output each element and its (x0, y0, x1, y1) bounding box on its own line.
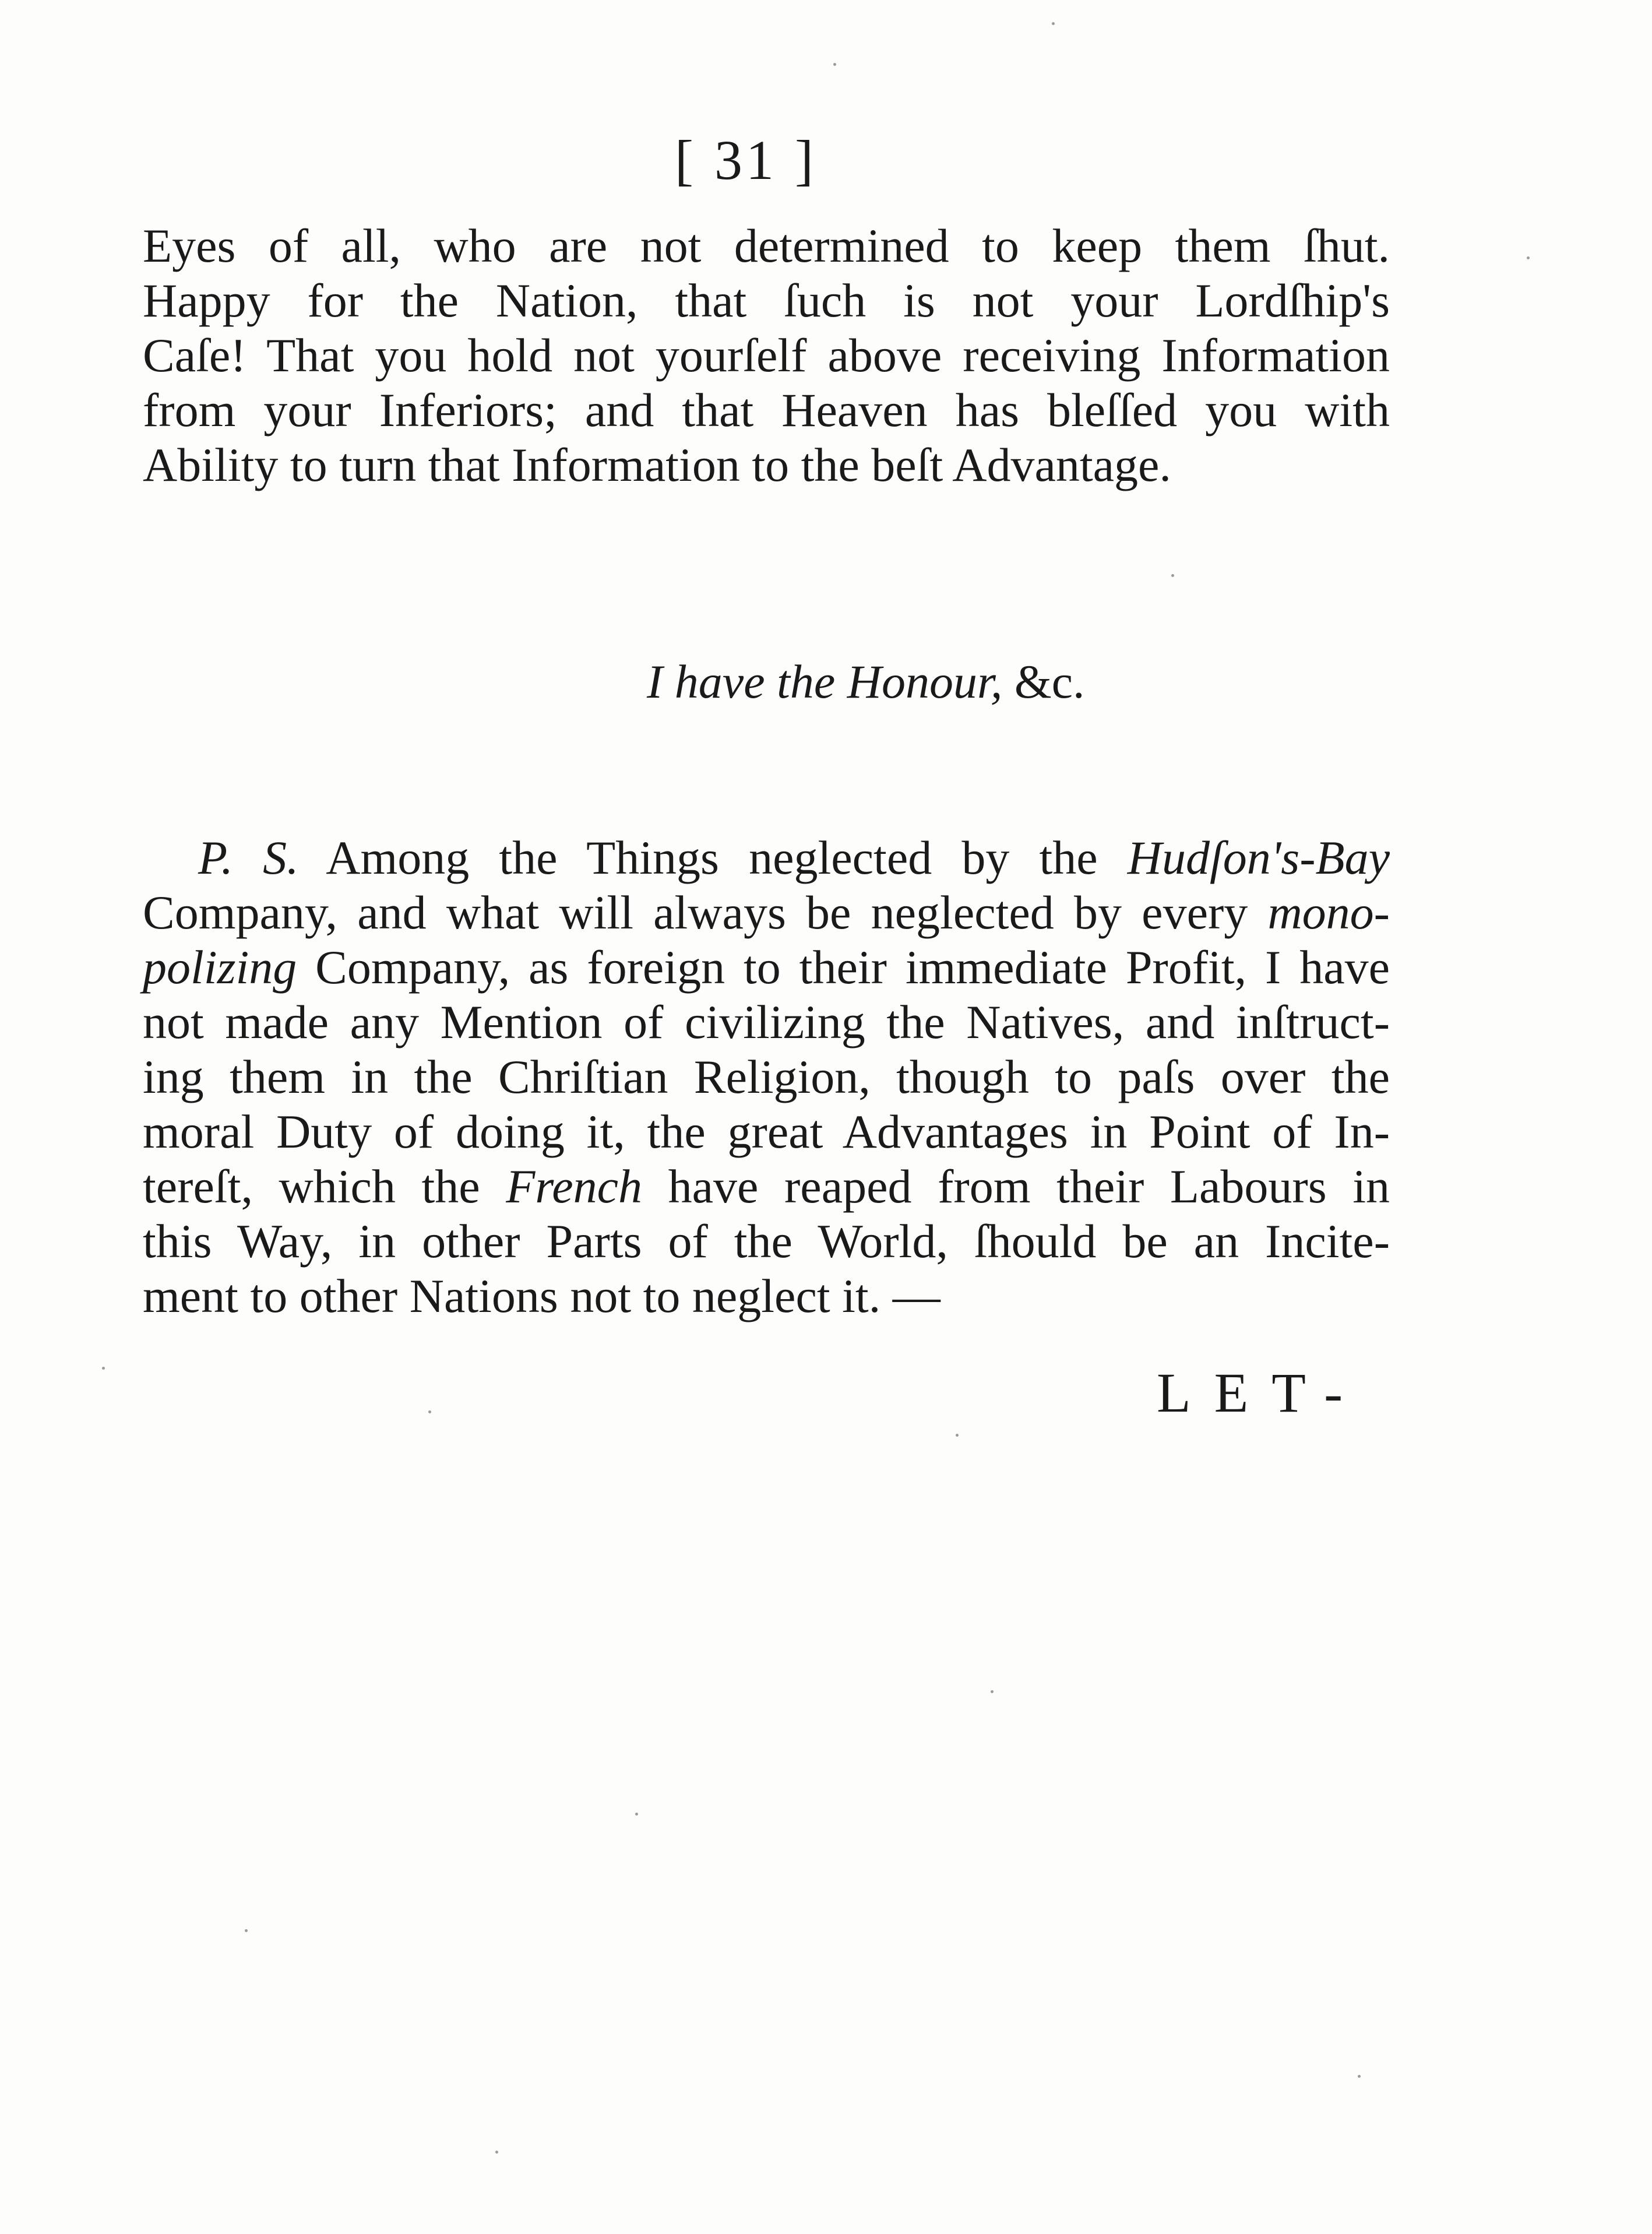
text-run: tereſt, which the (143, 1160, 506, 1213)
text-run: moral Duty of doing it, the great Advantages in Point of In- (143, 1105, 1390, 1158)
paper-speck (635, 1813, 638, 1816)
paper-speck (833, 63, 836, 66)
text-line: Eyes of all, who are not determined to keep them ſhut. (143, 219, 1390, 272)
text-run: ment to other Nations not to neglect it. — (143, 1269, 941, 1322)
valediction (647, 653, 1085, 711)
text-line (143, 1269, 1390, 1324)
italic-text: mono- (1267, 886, 1390, 939)
text-line (143, 940, 1390, 995)
italic-text: P. S. (198, 831, 299, 884)
paper-speck (495, 2151, 498, 2154)
text-line: Caſe! That you hold not yourſelf above receiving Information (143, 329, 1390, 382)
paper-speck (1052, 22, 1055, 25)
italic-text: Hudſon's-Bay (1127, 831, 1390, 884)
text-line (143, 831, 1390, 885)
text-line (143, 885, 1390, 940)
valediction-etc: &c. (1002, 655, 1085, 708)
text-line: Ability to turn that Information to the beſt Advantage. (143, 438, 1171, 491)
italic-text: French (506, 1160, 643, 1213)
paper-speck (245, 1929, 248, 1932)
text-run: have reaped from their Labours in (642, 1160, 1390, 1213)
text-run: Among the Things neglected by the (298, 831, 1128, 884)
paper-speck (1527, 256, 1530, 259)
paper-speck (1171, 574, 1174, 577)
text-line: from your Inferiors; and that Heaven has bleſſed you with (143, 384, 1390, 437)
text-line (143, 995, 1390, 1050)
text-run: not made any Mention of civilizing the Natives, and inſtruct- (143, 995, 1390, 1049)
text-line (143, 1050, 1390, 1104)
text-line (143, 1159, 1390, 1214)
letter-closing-paragraph (143, 219, 1390, 492)
paper-speck (956, 1434, 959, 1437)
paper-speck (991, 1690, 994, 1693)
text-run: Company, and what will always be neglected by every (143, 886, 1268, 939)
text-line (143, 1104, 1390, 1159)
catchword: LET- (1157, 1361, 1366, 1424)
text-line (143, 1214, 1390, 1269)
italic-text: polizing (143, 941, 297, 994)
text-run: this Way, in other Parts of the World, ſhould be an Incite- (143, 1215, 1390, 1268)
text-run: ing them in the Chriſtian Religion, though to paſs over the (143, 1050, 1390, 1103)
postscript-paragraph (143, 831, 1390, 1324)
paper-speck (1358, 2075, 1361, 2078)
paper-speck (102, 1367, 105, 1370)
page-number: [ 31 ] (675, 129, 817, 191)
text-run: Company, as foreign to their immediate Profit, I have (297, 941, 1390, 994)
text-line: Happy for the Nation, that ſuch is not your Lordſhip's (143, 274, 1390, 327)
valediction-text: I have the Honour, (647, 655, 1003, 708)
paper-speck (428, 1410, 431, 1413)
